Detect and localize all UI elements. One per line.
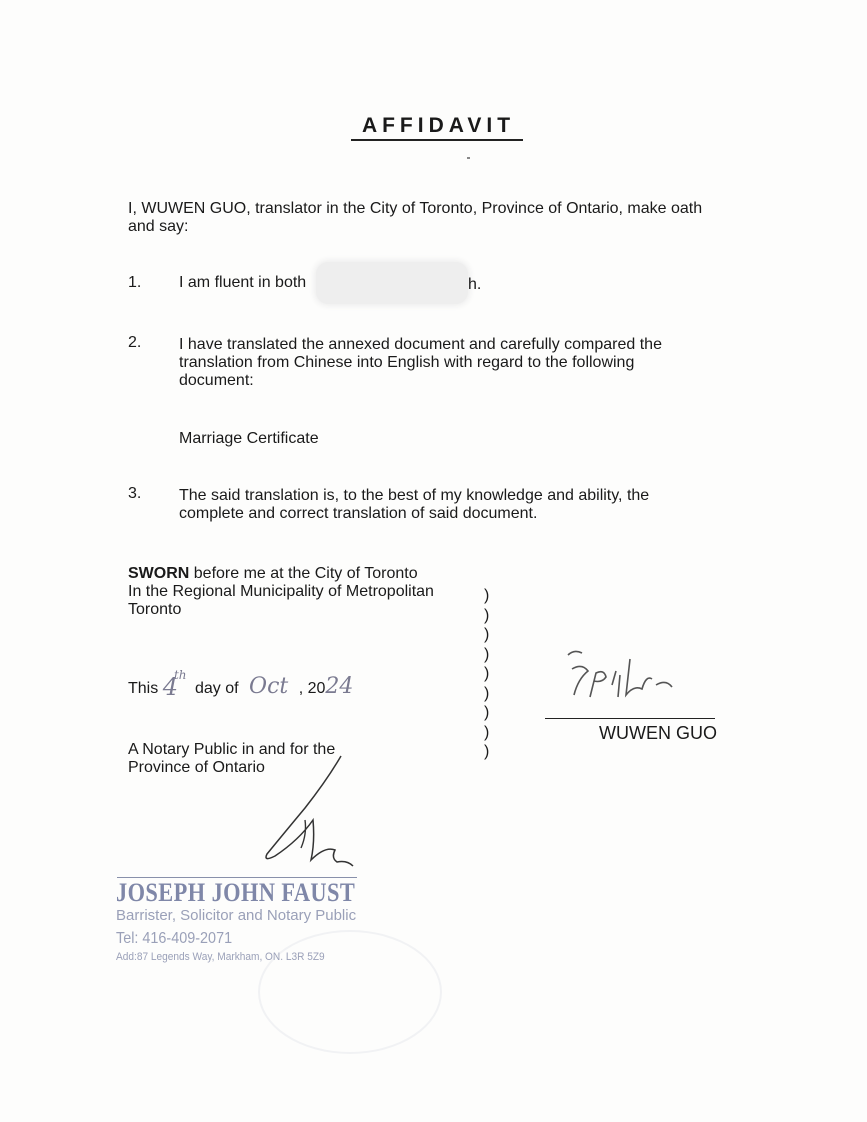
paragraph-2-text: I have translated the annexed document and carefully compared the translation from Chinese into English with regard to the following document: bbox=[179, 336, 662, 389]
document-title: AFFIDAVIT bbox=[361, 114, 516, 137]
deponent-signature-image bbox=[560, 645, 690, 715]
stamp-address: Add:87 Legends Way, Markham, ON. L3R 5Z9 bbox=[116, 951, 325, 963]
stamp-phone: Tel: 416-409-2071 bbox=[116, 930, 233, 947]
date-this: This bbox=[128, 680, 159, 697]
date-line bbox=[128, 667, 428, 701]
bracket-mark: ) bbox=[484, 723, 490, 741]
notary-line-2: Province of Ontario bbox=[128, 759, 265, 776]
paragraph-3-text: The said translation is, to the best of my knowledge and ability, the complete and correct translation of said document. bbox=[179, 487, 650, 522]
bracket-mark: ) bbox=[484, 704, 490, 721]
stamp-title: Barrister, Solicitor and Notary Public bbox=[116, 907, 357, 924]
deponent-name: WUWEN GUO bbox=[599, 723, 717, 743]
bracket-mark: ) bbox=[484, 626, 490, 643]
stamp-name: JOSEPH JOHN FAUST bbox=[116, 878, 356, 907]
bracket-mark: ) bbox=[484, 743, 490, 760]
date-day-of: day of bbox=[194, 680, 239, 697]
paragraph-1-text-after: h. bbox=[468, 276, 482, 293]
handwritten-year: 24 bbox=[325, 674, 354, 699]
bracket-mark: ) bbox=[484, 684, 490, 702]
paragraph-number: 2. bbox=[128, 334, 142, 351]
bracket-mark: ) bbox=[484, 606, 490, 624]
paragraph-number: 1. bbox=[128, 274, 142, 291]
sworn-bold: SWORN bbox=[128, 565, 190, 582]
paragraph-1-text-before: I am fluent in both bbox=[179, 274, 307, 291]
document-name: Marriage Certificate bbox=[179, 430, 319, 447]
faint-seal-image bbox=[258, 930, 442, 1054]
scan-speck bbox=[467, 157, 470, 159]
sworn-block bbox=[128, 565, 468, 619]
signature-line bbox=[545, 718, 715, 719]
handwritten-month: Oct bbox=[249, 674, 289, 699]
handwritten-day-suffix: th bbox=[173, 667, 187, 682]
notary-line-1: A Notary Public in and for the bbox=[128, 741, 336, 758]
bracket-mark: ) bbox=[484, 645, 490, 663]
bracket-column bbox=[484, 586, 494, 762]
date-year-prefix: , 20 bbox=[298, 680, 326, 697]
title-underline bbox=[351, 139, 523, 141]
sworn-line-1: before me at the City of Toronto bbox=[193, 565, 418, 582]
sworn-line-3: Toronto bbox=[128, 601, 182, 618]
intro-paragraph: I, WUWEN GUO, translator in the City of Toronto, Province of Ontario, make oath and say: bbox=[128, 200, 703, 235]
redaction-blur bbox=[316, 262, 468, 304]
bracket-mark: ) bbox=[484, 665, 490, 682]
paragraph-number: 3. bbox=[128, 485, 142, 502]
bracket-mark: ) bbox=[484, 587, 490, 604]
notary-signature-image bbox=[255, 750, 365, 875]
handwritten-day: 4 bbox=[162, 673, 178, 701]
sworn-line-2: In the Regional Municipality of Metropolitan bbox=[128, 583, 434, 600]
